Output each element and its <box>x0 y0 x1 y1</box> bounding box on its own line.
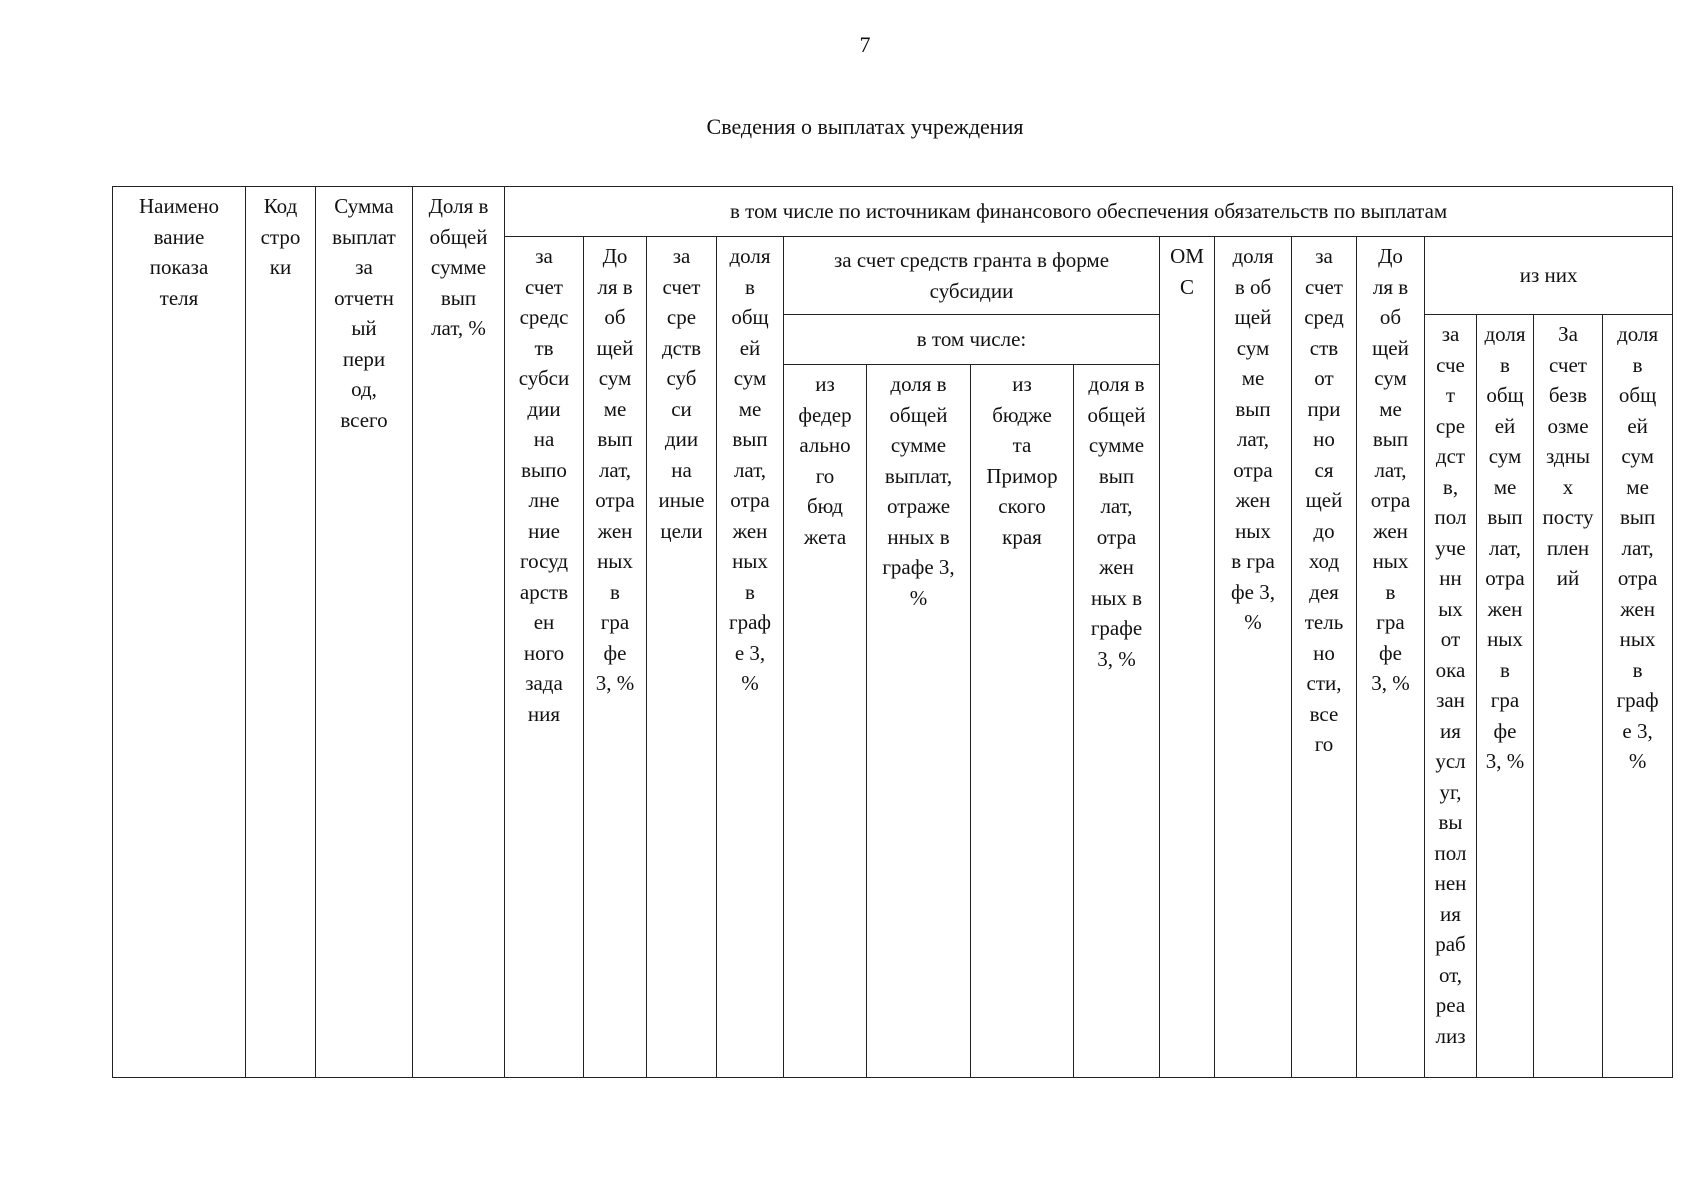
header-other-subsidy-share: доля в общ ей сум ме вып лат, отра жен ных в граф е 3, % <box>717 237 784 1078</box>
header-services: за сче т сре дст в, пол уче нн ых от ока зан ия усл уг, вы пол нен ия раб от, реа лиз <box>1425 315 1477 1078</box>
header-regional-budget: из бюдже та Примор ского края <box>971 365 1074 1078</box>
header-state-task-share: До ля в об щей сум ме вып лат, отра жен ных в гра фе 3, % <box>584 237 647 1078</box>
header-indicator-name: Наимено вание показа теля <box>113 187 246 1078</box>
header-funding-sources: в том числе по источникам финансового обеспечения обязательств по выплатам <box>505 187 1673 237</box>
header-total-share: Доля в общей сумме вып лат, % <box>413 187 505 1078</box>
header-income-share: До ля в об щей сум ме вып лат, отра жен ных в гра фе 3, % <box>1357 237 1425 1078</box>
header-income-activity: за счет сред ств от при но ся щей до ход дея тель но сти, все го <box>1292 237 1357 1078</box>
header-state-task-subsidy: за счет средс тв субси дии на выпо лне ние госуд арств ен ного зада ния <box>505 237 584 1078</box>
header-oms-share: доля в об щей сум ме вып лат, отра жен ных в гра фе 3, % <box>1215 237 1292 1078</box>
header-federal-share: доля в общей сумме выплат, отраже нных в графе 3, % <box>867 365 971 1078</box>
header-regional-share: доля в общей сумме вып лат, отра жен ных в графе 3, % <box>1074 365 1160 1078</box>
header-federal-budget: из федер ально го бюд жета <box>784 365 867 1078</box>
header-gratis-share: доля в общ ей сум ме вып лат, отра жен ных в граф е 3, % <box>1603 315 1673 1078</box>
header-line-code: Код стро ки <box>246 187 316 1078</box>
header-other-subsidy: за счет сре дств суб си дии на иные цели <box>647 237 717 1078</box>
header-services-share: доля в общ ей сум ме вып лат, отра жен ных в гра фе 3, % <box>1477 315 1534 1078</box>
header-grant-including: в том числе: <box>784 315 1160 365</box>
header-total-sum: Сумма выплат за отчетн ый пери од, всего <box>316 187 413 1078</box>
page-number: 7 <box>859 32 871 57</box>
document-title: Сведения о выплатах учреждения <box>706 114 1024 139</box>
payments-table <box>112 186 1673 1078</box>
header-of-them: из них <box>1425 237 1673 315</box>
header-oms: ОМ С <box>1160 237 1215 1078</box>
header-grant-group: за счет средств гранта в форме субсидии <box>784 237 1160 315</box>
header-gratis: За счет безв озме здны х посту плен ий <box>1534 315 1603 1078</box>
